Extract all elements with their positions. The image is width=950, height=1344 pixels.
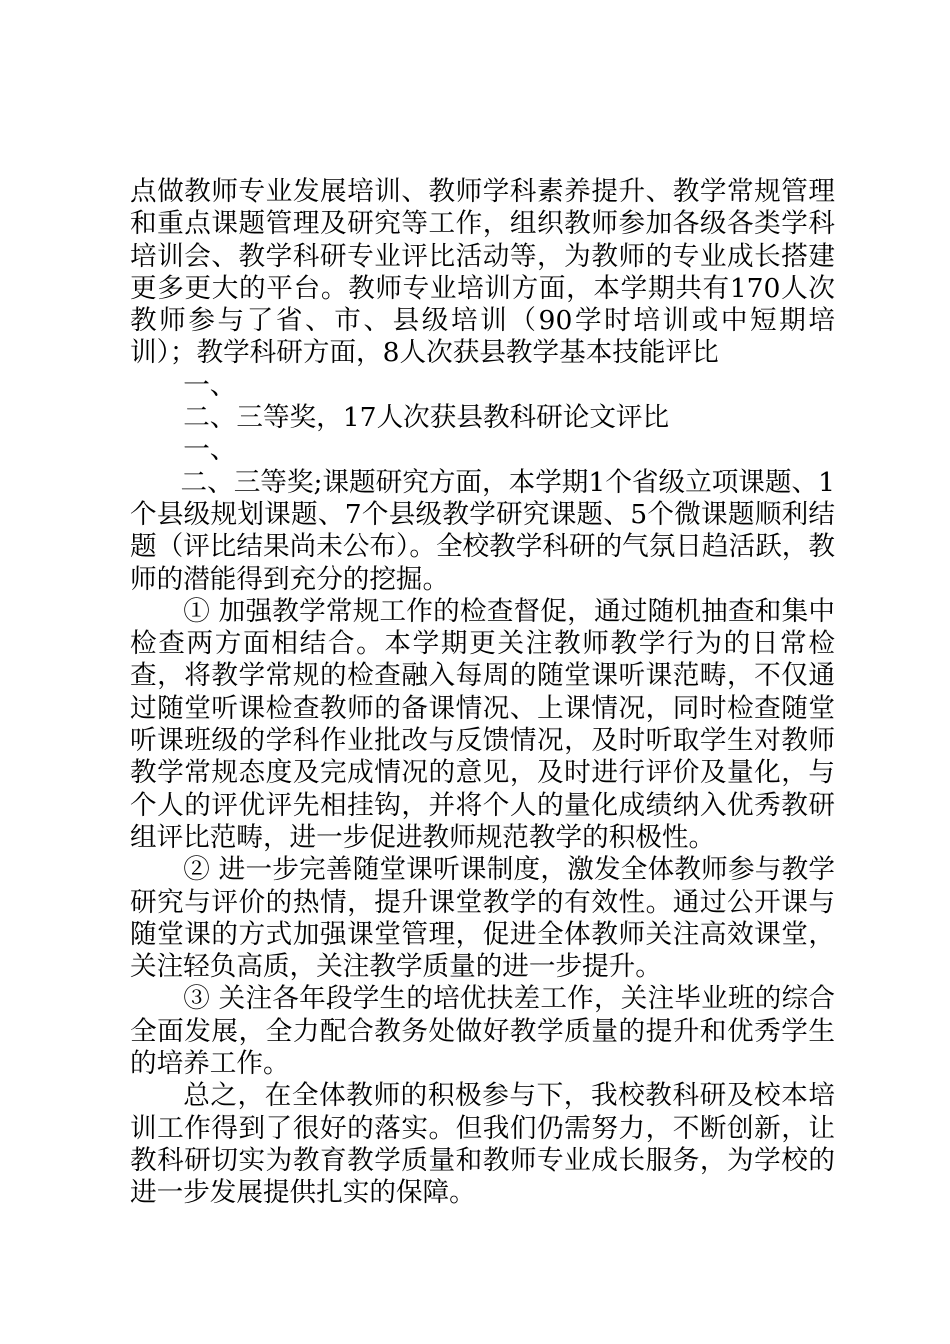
document-body [130, 176, 835, 1210]
paragraph-item-2: ② 进一步完善随堂课听课制度，激发全体教师参与教学研究与评价的热情，提升课堂教学的有效性。通过公开课与随堂课的方式加强课堂管理，促进全体教师关注高效课堂，关注轻负高质，关注教学质量的进一步提升。 [130, 854, 835, 983]
paragraph-training-summary: 点做教师专业发展培训、教师学科素养提升、教学常规管理和重点课题管理及研究等工作，组织教师参加各级各类学科培训会、教学科研专业评比活动等，为教师的专业成长搭建更多更大的平台。教师专业培训方面，本学期共有170人次教师参与了省、市、县级培训（90学时培训或中短期培训）；教学科研方面，8人次获县教学基本技能评比 [130, 176, 835, 369]
paragraph-item-3: ③ 关注各年段学生的培优扶差工作，关注毕业班的综合全面发展，全力配合教务处做好教学质量的提升和优秀学生的培养工作。 [130, 983, 835, 1080]
paragraph-award-second-third-a: 二、三等奖，17人次获县教科研论文评比 [183, 402, 670, 434]
paragraph-item-1: ① 加强教学常规工作的检查督促，通过随机抽查和集中检查两方面相结合。本学期更关注教师教学行为的日常检查，将教学常规的检查融入每周的随堂课听课范畴，不仅通过随堂听课检查教师的备课情况、上课情况，同时检查随堂听课班级的学科作业批改与反馈情况，及时听取学生对教师教学常规态度及完成情况的意见，及时进行评价及量化，与个人的评优评先相挂钩，并将个人的量化成绩纳入优秀教研组评比范畴，进一步促进教师规范教学的积极性。 [130, 595, 835, 853]
paragraph-research-projects: 二、三等奖;课题研究方面，本学期1个省级立项课题、1个县级规划课题、7个县级教学研究课题、5个微课题顺利结题（评比结果尚未公布）。全校教学科研的气氛日趋活跃，教师的潜能得到充分的挖掘。 [130, 466, 835, 595]
paragraph-award-first-a: 一、 [183, 369, 237, 401]
paragraph-conclusion: 总之，在全体教师的积极参与下，我校教科研及校本培训工作得到了很好的落实。但我们仍需努力，不断创新，让教科研切实为教育教学质量和教师专业成长服务，为学校的进一步发展提供扎实的保障。 [130, 1080, 835, 1209]
paragraph-award-first-b: 一、 [183, 434, 237, 466]
